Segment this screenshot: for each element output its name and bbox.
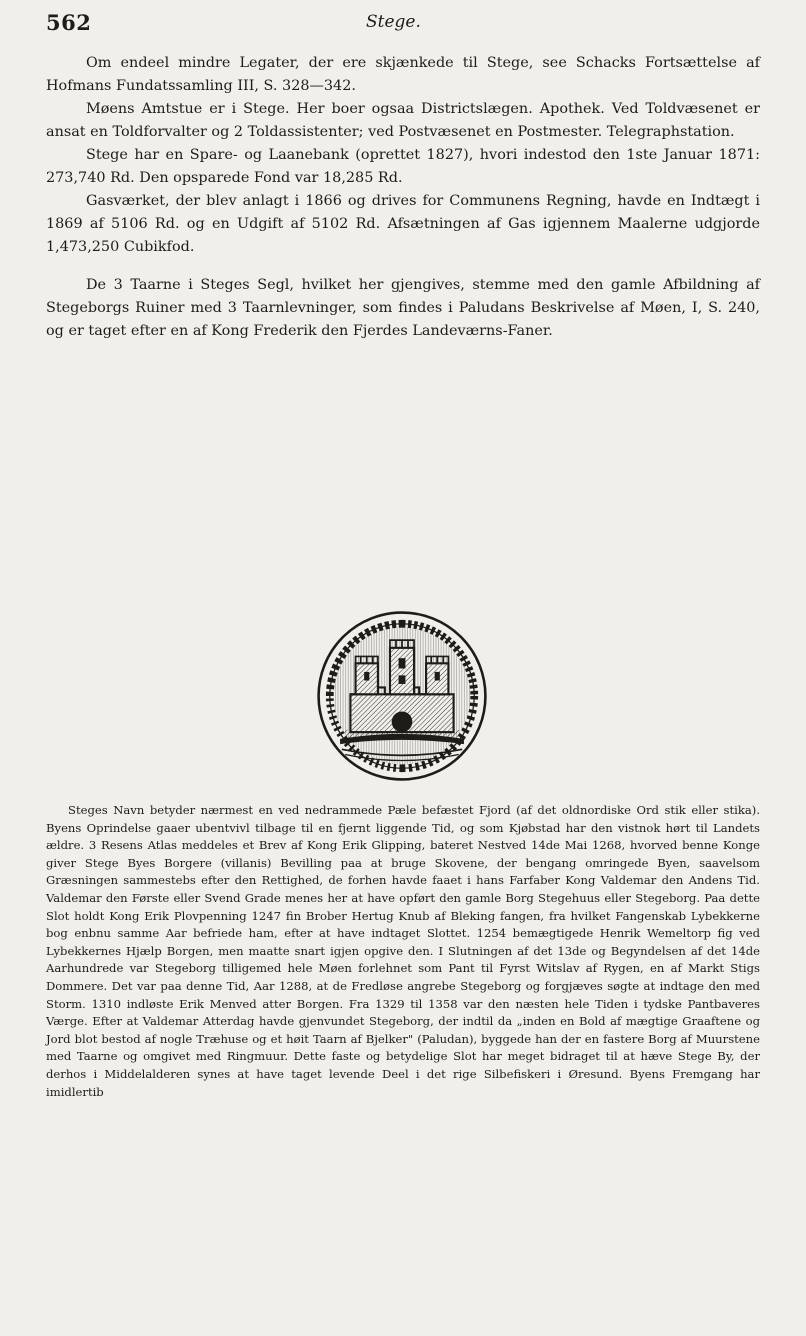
paragraph-sparebank: Stege har en Spare- og Laanebank (oprettet 1827), hvori indestod den 1ste Januar 1871: 273,740 Rd. Den opsparede Fond var 18,285 Rd.: [46, 147, 760, 186]
running-title: Stege.: [366, 12, 421, 32]
paragraph-gasvaerk: Gasværket, der blev anlagt i 1866 og drives for Communens Regning, havde en Indtægt i 1869 af 5106 Rd. og en Udgift af 5102 Rd. Afsætningen af Gas igjennem Maalerne udgjorde 1,473,250 Cubikfod.: [46, 193, 760, 255]
spacer: [46, 259, 760, 274]
main-text: [46, 52, 760, 343]
footnote: [46, 802, 760, 1101]
paragraph-legater: Om endeel mindre Legater, der ere skjænkede til Stege, see Schacks Fortsættelse af Hofmans Fundatssamling III, S. 328—342.: [46, 55, 760, 94]
footnote-text: Steges Navn betyder nærmest en ved nedrammede Pæle befæstet Fjord (af det oldnordiske Ord stik eller stika). Byens Oprindelse gaaer ubentvivl tilbage til en fjernt liggende Tid, og som Kjøbstad har den vistnok hørt til Landets ældre. 3 Resens Atlas meddeles et Brev af Kong Erik Glipping, bateret Nestved 14de Mai 1268, hvorved benne Konge giver Stege Byes Borgere (villanis) Bevilling paa at bruge Skovene, der bengang omringede Byen, saavelsom Græsningen sammestebs efter den Rettighed, de forhen havde faaet i hans Farfaber Kong Valdemar den Andens Tid. Valdemar den Første eller Svend Grade menes her at have opført den gamle Borg Stegehuus eller Stegeborg. Paa dette Slot holdt Kong Erik Plovpenning 1247 fin Brober Hertug Knub af Bleking fangen, fra hvilket Fangenskab Lybekkerne bog enbnu samme Aar befriede ham, efter at have indtaget Slottet. 1254 bemægtigede Henrik Wemeltorp fig ved Lybekkernes Hjælp Borgen, men maatte snart igjen opgive den. I Slutningen af det 13de og Begyndelsen af det 14de Aarhundrede var Stegeborg tilligemed hele Møen forlehnet som Pant til Fyrst Witslav af Rygen, en af Markt Stigs Dommere. Det var paa denne Tid, Aar 1288, at de Fredløse angrebe Stegeborg og forgjæves søgte at indtage den med Storm. 1310 indløste Erik Menved atter Borgen. Fra 1329 til 1358 var den næsten hele Tiden i tydske Pantbaveres Værge. Efter at Valdemar Atterdag havde gjenvundet Stegeborg, der indtil da „inden en Bold af mægtige Graaftene og Jord blot bestod af nogle Træhuse og et høit Taarn af Bjelker" (Paludan), byggede han der en fastere Borg af Muurstene med Taarne og omgivet med Ringmuur. Dette faste og betydelige Slot har meget bidraget til at hæve Stege By, der derhos i Middelalderen synes at have taget levende Deel i det rige Silbefiskeri i Øresund. Byens Fremgang har imidlertib: [46, 803, 760, 1099]
paragraph-amtstue: Møens Amtstue er i Stege. Her boer ogsaa Districtslægen. Apothek. Ved Toldvæsenet er ansat en Toldforvalter og 2 Toldassistenter; ved Postvæsenet en Postmester. Telegraphstation.: [46, 101, 760, 140]
page-header: [46, 10, 766, 36]
town-seal-three-towers-icon: [316, 610, 488, 782]
paragraph-segl: De 3 Taarne i Steges Segl, hvilket her gjengives, stemme med den gamle Afbildning af Stegeborgs Ruiner med 3 Taarnlevninger, som findes i Paludans Beskrivelse af Møen, I, S. 240, og er taget efter en af Kong Frederik den Fjerdes Landeværns-Faner.: [46, 277, 760, 339]
seal-figure: [0, 610, 806, 800]
page-number: 562: [46, 10, 92, 35]
